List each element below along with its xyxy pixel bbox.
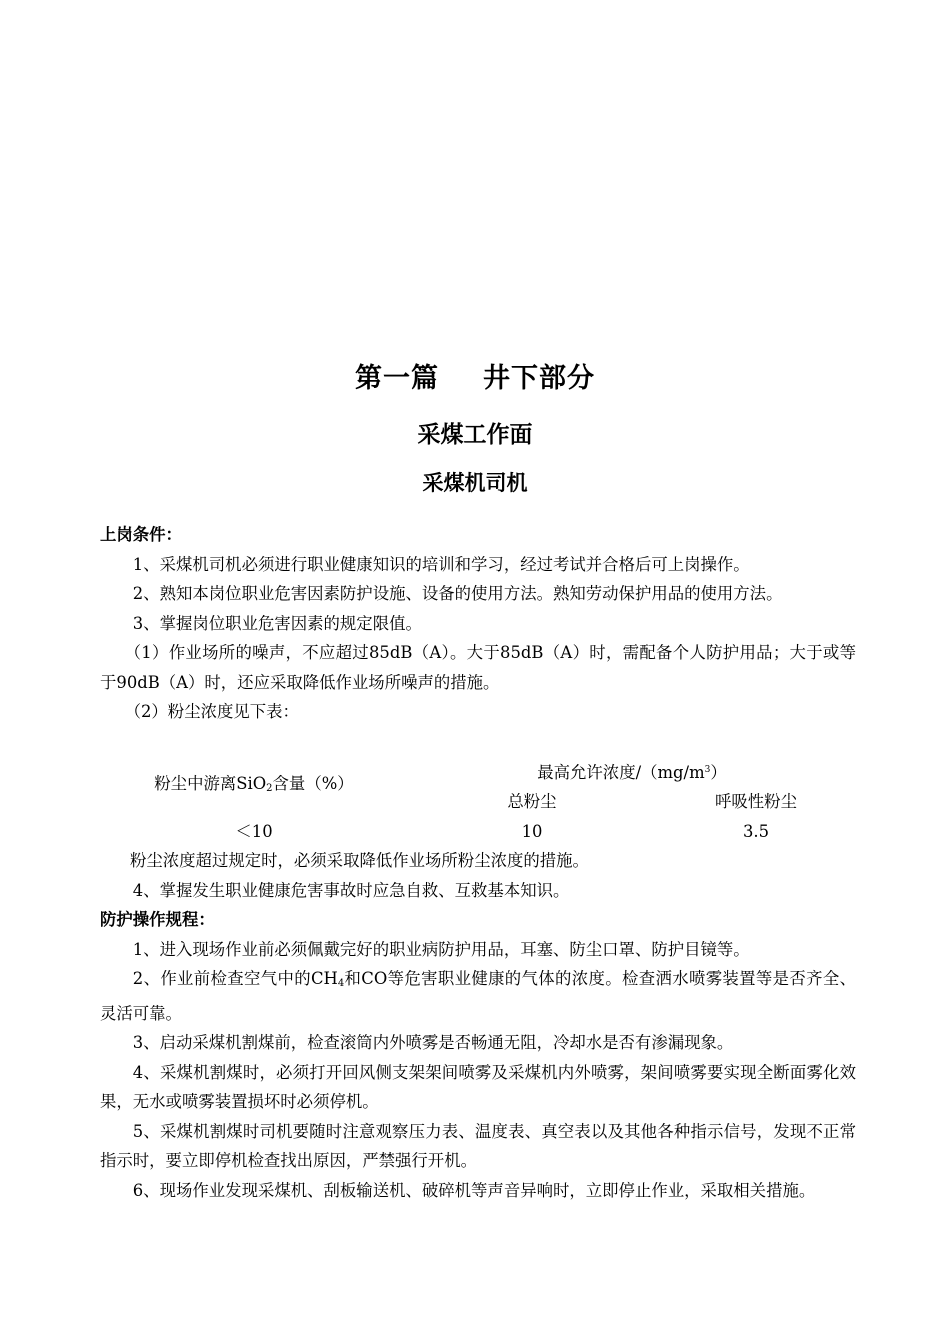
procedure-item-2: 2、作业前检查空气中的$CH_4$和CO等危害职业健康的气体的浓度。检查洒水喷雾装置等是否齐全、灵活可靠。	[100, 969, 857, 1023]
section-title: 采煤工作面	[417, 422, 533, 448]
part-title	[0, 356, 950, 395]
table-header-silica: 粉尘中游离SiO$_2$含量（%）	[154, 773, 354, 794]
requirements-heading: 上岗条件：	[100, 525, 182, 544]
procedure-item-3: 3、启动采煤机割煤前，检查滚筒内外喷雾是否畅通无阻，冷却水是否有渗漏现象。	[132, 1033, 734, 1052]
procedures-heading: 防护操作规程：	[100, 910, 215, 929]
document-body	[100, 520, 856, 1205]
table-note: 粉尘浓度超过规定时，必须采取降低作业场所粉尘浓度的措施。	[130, 851, 589, 870]
dust-limit-table	[100, 756, 856, 847]
table-cell-total: 10	[521, 821, 543, 841]
procedure-item-1: 1、进入现场作业前必须佩戴完好的职业病防护用品，耳塞、防尘口罩、防护目镜等。	[132, 939, 750, 959]
table-header-respirable-dust: 呼吸性粉尘	[715, 792, 797, 811]
requirement-item-1: 1、采煤机司机必须进行职业健康知识的培训和学习，经过考试并合格后可上岗操作。	[132, 554, 750, 574]
table-row	[100, 817, 856, 847]
part-title-number: 第一篇	[355, 363, 439, 394]
procedure-item-5: 5、采煤机割煤时司机要随时注意观察压力表、温度表、真空表以及其他各种指示信号，发现不正常指示时，要立即停机检查找出原因，严禁强行开机。	[100, 1121, 856, 1170]
requirement-item-4: 4、掌握发生职业健康危害事故时应急自救、互救基本知识。	[132, 880, 570, 900]
table-header-max-concentration: 最高允许浓度$/(mg/m^3)$	[537, 762, 727, 782]
job-title: 采煤机司机	[422, 471, 528, 495]
table-header-total-dust: 总粉尘	[507, 792, 557, 811]
table-cell-respirable: 3.5	[742, 821, 770, 841]
requirement-item-3-1: （1）作业场所的噪声，不应超过85dB（A）。大于85dB（A）时，需配备个人防护用品；大于或等于90dB（A）时，还应采取降低作业场所噪声的措施。	[100, 643, 856, 692]
requirement-item-2: 2、熟知本岗位职业危害因素防护设施、设备的使用方法。熟知劳动保护用品的使用方法。	[132, 584, 783, 603]
requirement-item-3-2: （2）粉尘浓度见下表：	[124, 702, 299, 721]
procedure-item-4: 4、采煤机割煤时，必须打开回风侧支架架间喷雾及采煤机内外喷雾，架间喷雾要实现全断面雾化效果，无水或喷雾装置损坏时必须停机。	[100, 1062, 856, 1111]
table-cell-silica: ＜10	[235, 821, 273, 841]
procedure-item-6: 6、现场作业发现采煤机、刮板输送机、破碎机等声音异响时，立即停止作业，采取相关措施。	[132, 1180, 816, 1200]
part-title-name: 井下部分	[483, 363, 595, 394]
requirement-item-3: 3、掌握岗位职业危害因素的规定限值。	[132, 613, 422, 633]
